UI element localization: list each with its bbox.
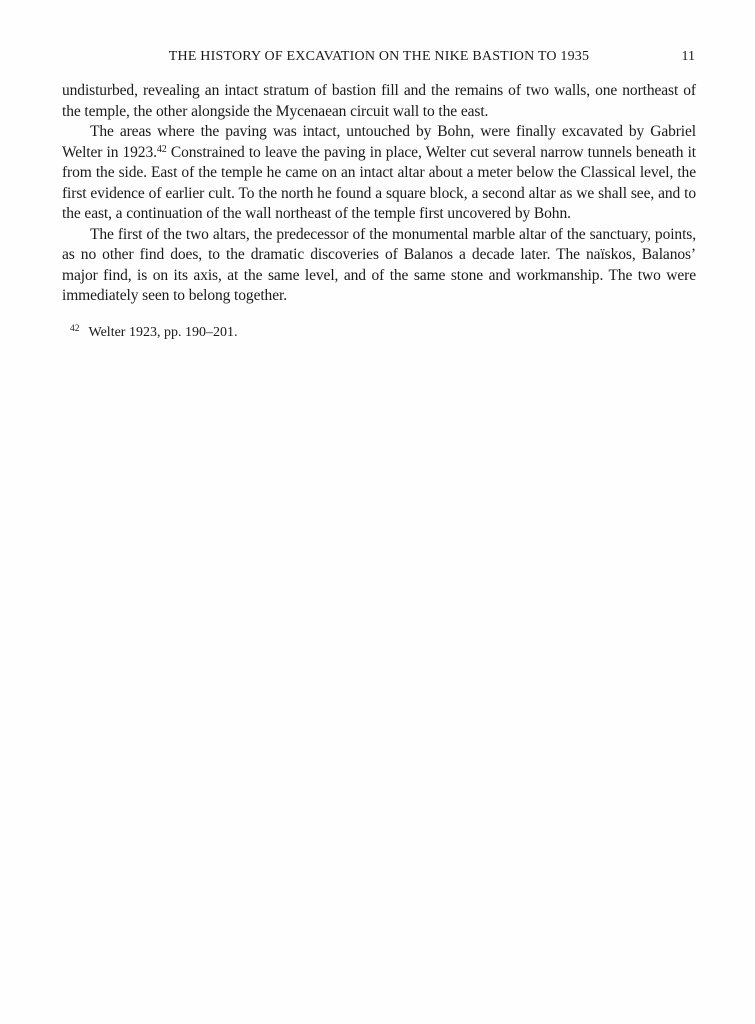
paragraph-text-before-note: The areas where the paving was intact, untouched by Bohn, were finally excavated by Gabriel Welter in 1923. (62, 123, 696, 161)
footnote-text: Welter 1923, pp. 190–201. (88, 324, 238, 340)
paragraph-text: The first of the two altars, the predecessor of the monumental marble altar of the sanctuary, points, as no other find does, to the dramatic discoveries of Balanos a decade later. The naïskos, Balanos’ major find, is on its axis, at the same level, and of the same stone and workmanship. The two were immediately seen to belong together. (62, 225, 696, 304)
footnote-marker: 42 (70, 324, 80, 335)
paragraph-text: undisturbed, revealing an intact stratum of bastion fill and the remains of two walls, one northeast of the temple, the other alongside the Mycenaean circuit wall to the east. (62, 82, 696, 120)
paragraph-two-altars (62, 225, 696, 307)
footnote (62, 324, 696, 342)
paragraph-text-after-note: Constrained to leave the paving in place, Welter cut several narrow tunnels beneath it from the side. East of the temple he came on an intact altar about a meter below the Classical level, the first evidence of earlier cult. To the north he found a square block, a second altar as we shall see, and to the east, a continuation of the wall northeast of the temple first uncovered by Bohn. (62, 143, 696, 222)
page-number: 11 (681, 49, 695, 64)
body-text (62, 81, 696, 307)
paragraph-welter-excavation (62, 122, 696, 225)
paragraph-continuation (62, 81, 696, 122)
running-header-title: THE HISTORY OF EXCAVATION ON THE NIKE BASTION TO 1935 (168, 49, 590, 64)
text-column (62, 49, 696, 342)
footnote-reference-42: 42 (156, 144, 167, 155)
running-header (62, 49, 696, 65)
